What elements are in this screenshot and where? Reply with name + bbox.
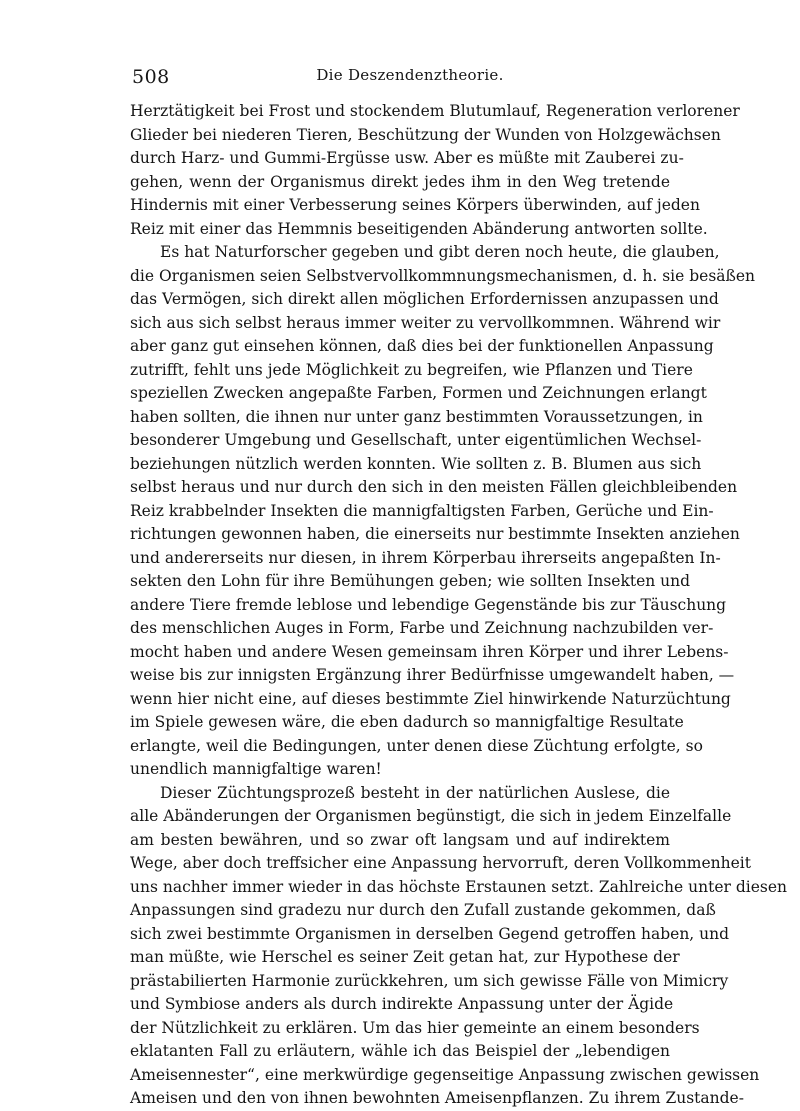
text-line: im Spiele gewesen wäre, die eben dadurch so mannigfaltige Resultate	[130, 713, 684, 731]
body-text	[130, 100, 788, 1111]
text-line: die Organismen seien Selbstvervollkommnungsmechanismen, d. h. sie besäßen	[130, 266, 756, 285]
text-line: und andererseits nur diesen, in ihrem Körperbau ihrerseits angepaßten In-	[130, 548, 721, 567]
text-line: Ameisen und den von ihnen bewohnten Ameisenpflanzen. Zu ihrem Zustande-	[130, 1089, 744, 1107]
text-line: aber ganz gut einsehen können, daß dies bei der funktionellen Anpassung	[130, 337, 714, 355]
text-line: Reiz mit einer das Hemmnis beseitigenden Abänderung antworten sollte.	[130, 219, 708, 238]
text-line: sich aus sich selbst heraus immer weiter zu vervollkommnen. Während wir	[130, 313, 721, 332]
text-line: Hindernis mit einer Verbesserung seines Körpers überwinden, auf jeden	[130, 196, 700, 214]
running-head: Die Deszendenztheorie.	[316, 66, 504, 84]
text-line: am besten bewähren, und so zwar oft langsam und auf indirektem	[130, 830, 670, 849]
text-line: Dieser Züchtungsprozeß besteht in der natürlichen Auslese, die	[160, 783, 670, 802]
text-line: des menschlichen Auges in Form, Farbe und Zeichnung nachzubilden ver-	[130, 619, 714, 637]
text-line: richtungen gewonnen haben, die einerseits nur bestimmte Insekten anziehen	[130, 525, 740, 543]
text-line: beziehungen nützlich werden konnten. Wie sollten z. B. Blumen aus sich	[130, 454, 702, 473]
text-line: der Nützlichkeit zu erklären. Um das hier gemeinte an einem besonders	[130, 1018, 700, 1037]
text-line: wenn hier nicht eine, auf dieses bestimmte Ziel hinwirkende Naturzüchtung	[130, 689, 731, 708]
text-line: weise bis zur innigsten Ergänzung ihrer Bedürfnisse umgewandelt haben, —	[130, 666, 735, 684]
text-line: Glieder bei niederen Tieren, Beschützung der Wunden von Holzgewächsen	[130, 125, 721, 144]
paragraph-2	[130, 241, 756, 782]
text-line: selbst heraus und nur durch den sich in den meisten Fällen gleichbleibenden	[130, 478, 738, 496]
text-line: Anpassungen sind gradezu nur durch den Zufall zustande gekommen, daß	[130, 901, 716, 919]
text-line: Ameisennester“, eine merkwürdige gegenseitige Anpassung zwischen gewissen	[130, 1065, 760, 1084]
text-line: zutrifft, fehlt uns jede Möglichkeit zu begreifen, wie Pflanzen und Tiere	[130, 360, 693, 379]
text-line: Es hat Naturforscher gegeben und gibt deren noch heute, die glauben,	[160, 243, 720, 261]
text-line: sich zwei bestimmte Organismen in derselben Gegend getroffen haben, und	[130, 924, 730, 943]
text-line: prästabilierten Harmonie zurückkehren, um sich gewisse Fälle von Mimicry	[130, 971, 729, 990]
text-line: das Vermögen, sich direkt allen möglichen Erfordernissen anzupassen und	[130, 290, 719, 308]
text-line: besonderer Umgebung und Gesellschaft, unter eigentümlichen Wechsel-	[130, 431, 702, 449]
text-line: man müßte, wie Herschel es seiner Zeit getan hat, zur Hypothese der	[130, 948, 680, 966]
text-line: sekten den Lohn für ihre Bemühungen geben; wie sollten Insekten und	[130, 572, 691, 590]
text-line: Wege, aber doch treffsicher eine Anpassung hervorruft, deren Vollkommenheit	[130, 854, 751, 872]
text-line: mocht haben und andere Wesen gemeinsam ihren Körper und ihrer Lebens-	[130, 642, 729, 661]
paragraph-1	[130, 100, 740, 241]
text-line: erlangte, weil die Bedingungen, unter denen diese Züchtung erfolgte, so	[130, 736, 703, 755]
text-line: andere Tiere fremde leblose und lebendige Gegenstände bis zur Täuschung	[130, 595, 727, 614]
text-line: und Symbiose anders als durch indirekte Anpassung unter der Ägide	[130, 995, 674, 1013]
text-line: eklatanten Fall zu erläutern, wähle ich das Beispiel der „lebendigen	[130, 1042, 670, 1060]
text-line: Reiz krabbelnder Insekten die mannigfaltigsten Farben, Gerüche und Ein-	[130, 501, 714, 520]
page-number: 508	[132, 66, 170, 88]
paragraph-3	[130, 782, 788, 1111]
text-line: haben sollten, die ihnen nur unter ganz bestimmten Voraussetzungen, in	[130, 407, 703, 426]
text-line: unendlich mannigfaltige waren!	[130, 760, 382, 778]
text-line: uns nachher immer wieder in das höchste Erstaunen setzt. Zahlreiche unter diesen	[130, 877, 788, 896]
text-line: Herztätigkeit bei Frost und stockendem Blutumlauf, Regeneration verlorener	[130, 102, 740, 120]
text-line: gehen, wenn der Organismus direkt jedes ihm in den Weg tretende	[130, 172, 670, 191]
text-line: alle Abänderungen der Organismen begünstigt, die sich in jedem Einzelfalle	[130, 807, 732, 825]
text-line: durch Harz- und Gummi-Ergüsse usw. Aber es müßte mit Zauberei zu-	[130, 149, 684, 167]
text-line: speziellen Zwecken angepaßte Farben, Formen und Zeichnungen erlangt	[130, 384, 707, 402]
